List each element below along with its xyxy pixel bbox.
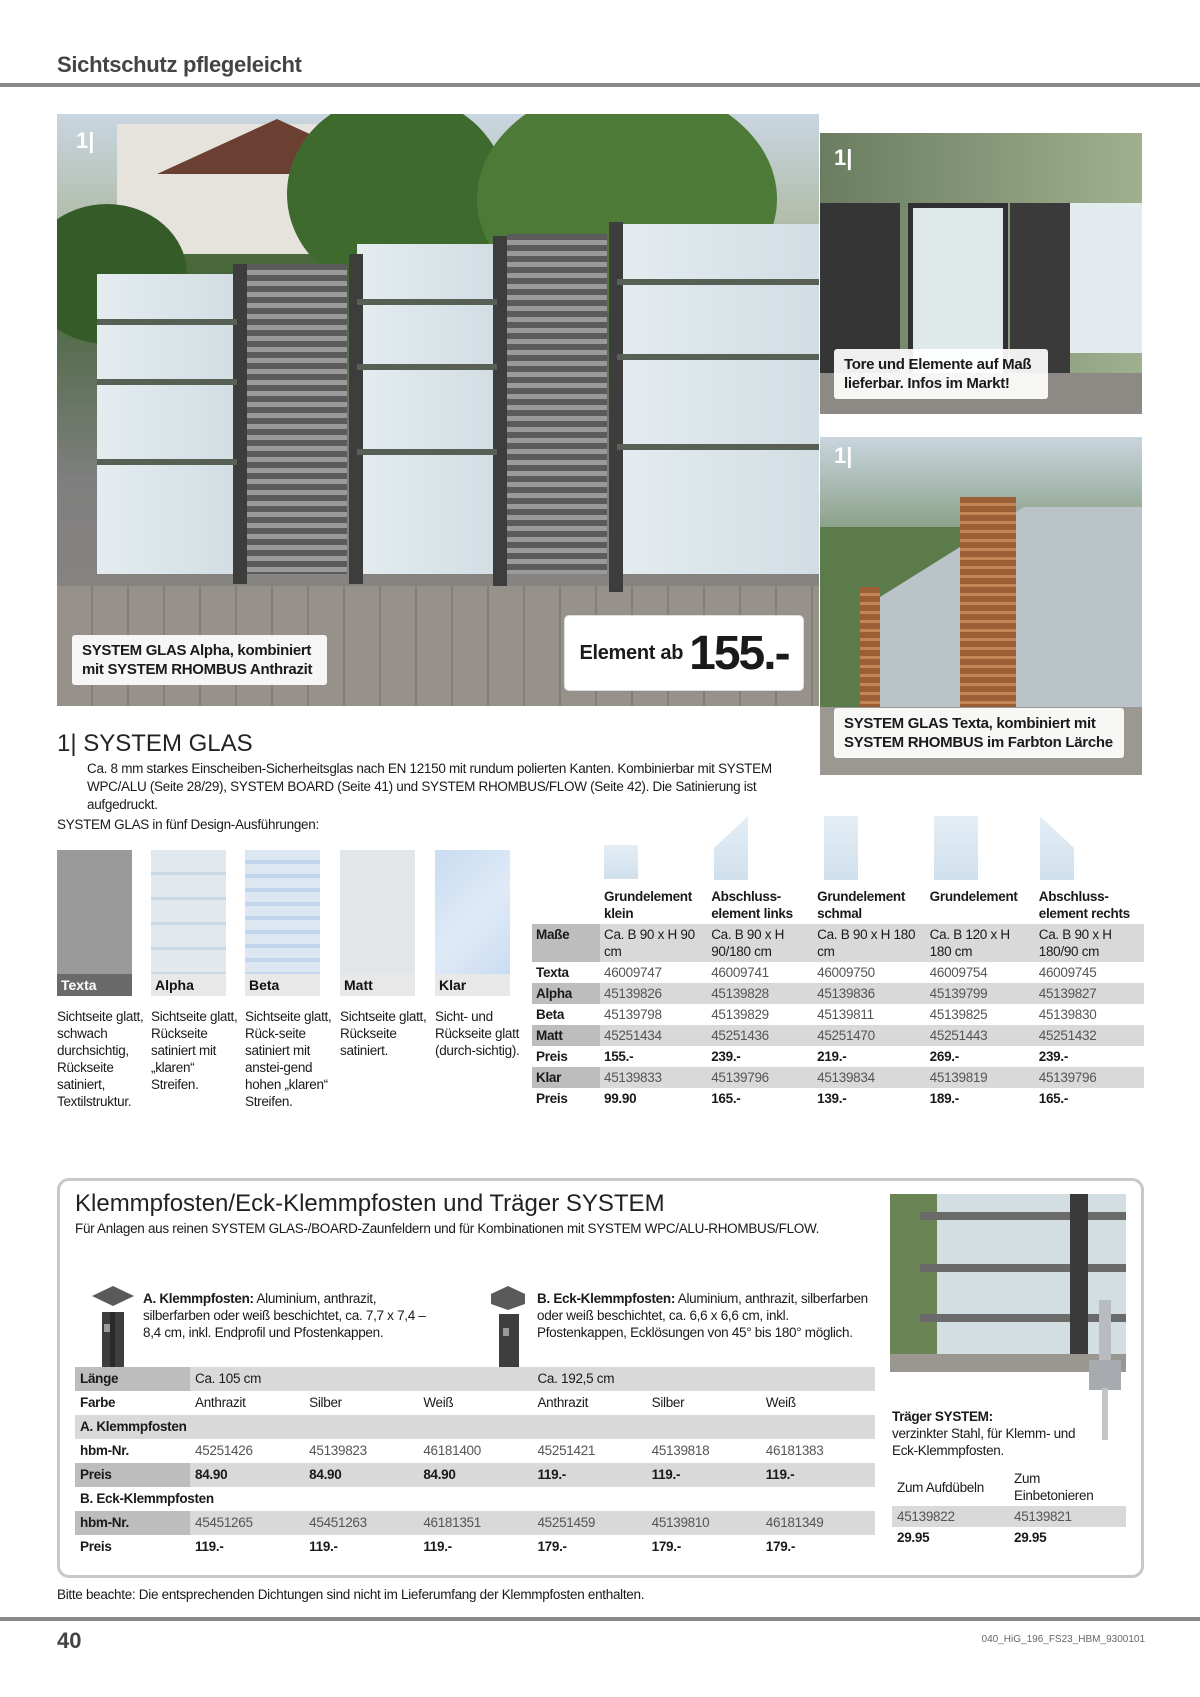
table-row	[532, 1088, 1144, 1109]
row-label: Preis	[532, 1088, 600, 1109]
klemm-a-label: A. Klemmpfosten:	[143, 1291, 254, 1306]
table-cell: 45139819	[926, 1067, 1035, 1088]
photo-number-badge: 1|	[834, 443, 853, 468]
document-code: 040_HiG_196_FS23_HBM_9300101	[981, 1634, 1145, 1645]
table-cell: 45139830	[1038, 1007, 1097, 1022]
table-row	[75, 1391, 875, 1415]
klemm-b-desc: Aluminium, anthrazit, silberfarben oder weiß beschichtet, ca. 6,6 x 6,6 cm, inkl. Pfostenkappen, Ecklösungen von 45° bis 180° möglich.	[537, 1291, 868, 1340]
table-cell: 45139796	[1035, 1067, 1144, 1088]
column-header: Zum Aufdübeln	[897, 1479, 984, 1495]
table-cell: 45251436	[707, 1025, 813, 1046]
table-cell: Ca. 105 cm	[190, 1367, 532, 1391]
klemm-subtitle: Für Anlagen aus reinen SYSTEM GLAS-/BOARD-Zaunfeldern und für Kombinationen mit SYSTEM WPC/ALU-RHOMBUS/FLOW.	[75, 1221, 820, 1236]
row-label: Länge	[75, 1367, 190, 1391]
table-cell: 45451265	[190, 1511, 304, 1535]
table-header-row	[892, 1468, 1126, 1506]
price-prefix: Element ab	[579, 641, 684, 664]
price-cell: 219.-	[813, 1046, 926, 1067]
table-row	[532, 1046, 1144, 1067]
table-cell: 45139822	[892, 1506, 1009, 1527]
price-cell: 165.-	[1035, 1088, 1144, 1109]
price-cell: 119.-	[195, 1539, 224, 1554]
table-cell: 45251470	[813, 1025, 926, 1046]
table-cell: 45139798	[604, 1007, 662, 1022]
traeger-price-table	[892, 1468, 1126, 1548]
table-cell: 45251426	[195, 1443, 253, 1458]
table-cell: Ca. B 90 x H 90/180 cm	[707, 924, 813, 962]
price-cell: 119.-	[309, 1539, 338, 1554]
table-cell: 45251432	[1035, 1025, 1144, 1046]
table-cell: 45139827	[1035, 983, 1144, 1004]
table-row	[532, 924, 1144, 962]
table-cell: 45139823	[309, 1443, 367, 1458]
swatch-label: Alpha	[151, 974, 226, 996]
klemmpfosten-icon	[90, 1284, 136, 1370]
photo-number-badge: 1|	[834, 145, 853, 170]
table-cell: 46009745	[1038, 965, 1097, 980]
column-header: Abschluss-element links	[707, 886, 813, 924]
price-cell: 179.-	[651, 1539, 681, 1554]
traeger-title: Träger SYSTEM:	[892, 1409, 993, 1424]
price-cell: 239.-	[707, 1046, 813, 1067]
page-number: 40	[57, 1628, 82, 1653]
element-klein-icon	[604, 845, 638, 879]
table-cell: 45139821	[1009, 1506, 1126, 1527]
table-cell: 46181383	[765, 1443, 824, 1458]
table-cell: 45139799	[926, 983, 1035, 1004]
table-cell: Weiß	[423, 1395, 454, 1410]
table-cell: 45251459	[532, 1511, 646, 1535]
swatch-klar	[435, 850, 510, 996]
table-cell: Ca. B 90 x H 90 cm	[600, 924, 707, 962]
price-cell: 179.-	[537, 1539, 567, 1554]
table-cell: 45251434	[600, 1025, 707, 1046]
table-cell: Weiß	[765, 1395, 796, 1410]
table-cell: 45139810	[647, 1511, 761, 1535]
price-cell: 29.95	[897, 1530, 930, 1545]
table-cell: Ca. B 120 x H 180 cm	[926, 924, 1035, 962]
page-section-title: Sichtschutz pflegeleicht	[57, 52, 302, 77]
table-row	[892, 1506, 1126, 1527]
texta-photo-caption: SYSTEM GLAS Texta, kombiniert mit SYSTEM RHOMBUS im Farbton Lärche	[834, 708, 1124, 758]
photo-number-badge: 1|	[76, 128, 95, 153]
gate-photo-caption: Tore und Elemente auf Maß lieferbar. Infos im Markt!	[834, 349, 1048, 399]
klemm-b-label: B. Eck-Klemmpfosten:	[537, 1291, 676, 1306]
table-cell: 45139829	[711, 1007, 769, 1022]
table-cell: 45139818	[651, 1443, 710, 1458]
price-box	[565, 616, 803, 690]
column-header: Zum Einbetonieren	[1014, 1471, 1094, 1503]
row-label: Matt	[532, 1025, 600, 1046]
swatch-texta	[57, 850, 132, 996]
table-row	[75, 1367, 875, 1391]
traeger-label	[892, 1408, 1082, 1459]
row-label: hbm-Nr.	[75, 1511, 190, 1535]
price-cell: 119.-	[647, 1463, 761, 1487]
table-cell: 45139811	[817, 1007, 874, 1022]
swatch-description: Sichtseite glatt, Rückseite satiniert.	[340, 1009, 427, 1058]
swatch-description: Sichtseite glatt, Rück-seite satiniert mit anstei-gend hohen „klaren“ Streifen.	[245, 1009, 332, 1109]
table-row	[532, 962, 1144, 983]
table-cell: 46181351	[418, 1511, 532, 1535]
price-value: 155.-	[689, 626, 789, 680]
swatch-beta	[245, 850, 320, 996]
table-cell: 46009754	[929, 965, 988, 980]
price-cell: 189.-	[926, 1088, 1035, 1109]
price-cell: 84.90	[304, 1463, 418, 1487]
price-cell: 179.-	[765, 1539, 796, 1554]
row-label: Preis	[532, 1046, 600, 1067]
footer-rule	[0, 1617, 1200, 1621]
row-label: Maße	[532, 924, 600, 962]
table-row	[532, 983, 1144, 1004]
row-label: Beta	[536, 1007, 565, 1022]
table-cell: 46009750	[817, 965, 875, 980]
price-cell: 84.90	[418, 1463, 532, 1487]
row-label: Farbe	[80, 1395, 116, 1410]
designs-intro: SYSTEM GLAS in fünf Design-Ausführungen:	[57, 817, 319, 832]
row-label: hbm-Nr.	[80, 1443, 129, 1458]
table-row	[892, 1527, 1126, 1548]
section-row	[75, 1415, 875, 1439]
table-row	[532, 1025, 1144, 1046]
row-label: Preis	[80, 1539, 112, 1554]
table-header-row	[532, 886, 1144, 924]
klemm-a-text	[143, 1290, 443, 1341]
footnote: Bitte beachte: Die entsprechenden Dichtungen sind nicht im Lieferumfang der Klemmpfosten enthalten.	[57, 1587, 645, 1602]
product-title: 1| SYSTEM GLAS	[57, 730, 253, 757]
table-cell: 45451263	[304, 1511, 418, 1535]
table-cell: Ca. B 90 x H 180 cm	[813, 924, 926, 962]
glass-price-table	[532, 886, 1144, 1109]
price-cell: 119.-	[532, 1463, 646, 1487]
swatch-label: Klar	[435, 974, 510, 996]
table-cell: 45139796	[707, 1067, 813, 1088]
row-label: Alpha	[532, 983, 600, 1004]
table-cell: Silber	[651, 1395, 685, 1410]
header-rule	[0, 83, 1200, 87]
price-cell: 155.-	[600, 1046, 707, 1067]
element-schmal-icon	[824, 816, 858, 880]
table-cell: Ca. 192,5 cm	[532, 1367, 875, 1391]
klemm-a-desc: Aluminium, anthrazit, silberfarben oder weiß beschichtet, ca. 7,7 x 7,4 – 8,4 cm, inkl. Endprofil und Pfostenkappen.	[143, 1291, 426, 1340]
table-row	[75, 1511, 875, 1535]
price-cell: 29.95	[1014, 1530, 1047, 1545]
table-cell: Ca. B 90 x H 180/90 cm	[1035, 924, 1144, 962]
table-cell: Anthrazit	[537, 1395, 589, 1410]
table-cell: 46181400	[423, 1443, 481, 1458]
element-links-icon	[714, 816, 748, 880]
swatch-description: Sicht- und Rückseite glatt (durch-sichtig).	[435, 1009, 520, 1058]
swatch-description: Sichtseite glatt, schwach durchsichtig, Rückseite satiniert, Textilstruktur.	[57, 1009, 144, 1109]
table-cell: 45139828	[707, 983, 813, 1004]
klemm-price-table	[75, 1367, 875, 1559]
element-grund-icon	[934, 816, 978, 880]
price-cell: 84.90	[190, 1463, 304, 1487]
swatch-alpha	[151, 850, 226, 996]
table-cell: 45139825	[929, 1007, 988, 1022]
price-cell: 139.-	[813, 1088, 926, 1109]
eck-klemmpfosten-icon	[485, 1284, 531, 1370]
swatch-label: Texta	[57, 974, 132, 996]
section-row	[75, 1487, 875, 1511]
price-cell: 119.-	[423, 1539, 452, 1554]
column-header: Abschluss-element rechts	[1035, 886, 1144, 924]
column-header: Grundelement schmal	[813, 886, 926, 924]
product-description: Ca. 8 mm starkes Einscheiben-Sicherheitsglas nach EN 12150 mit rundum polierten Kanten. Kombinierbar mit SYSTEM WPC/ALU (Seite 28/29), SYSTEM BOARD (Seite 41) und SYSTEM RHOMBUS/FLOW (Seite 42). Die Satinierung ist aufgedruckt.	[87, 761, 772, 812]
row-label: Preis	[75, 1463, 190, 1487]
element-rechts-icon	[1040, 816, 1074, 880]
main-photo-caption: SYSTEM GLAS Alpha, kombiniert mit SYSTEM RHOMBUS Anthrazit	[72, 635, 327, 685]
table-cell: 45139834	[813, 1067, 926, 1088]
price-cell: 99.90	[600, 1088, 707, 1109]
swatch-description: Sichtseite glatt, Rückseite satiniert mit „klaren“ Streifen.	[151, 1009, 238, 1092]
table-cell: Silber	[309, 1395, 342, 1410]
table-cell: 45251421	[537, 1443, 596, 1458]
klemm-b-text	[537, 1290, 877, 1341]
price-cell: 239.-	[1035, 1046, 1144, 1067]
table-cell: 46009741	[711, 965, 769, 980]
swatch-matt	[340, 850, 415, 996]
table-row	[532, 1004, 1144, 1025]
table-cell: 45251443	[926, 1025, 1035, 1046]
row-label: Klar	[532, 1067, 600, 1088]
price-cell: 165.-	[707, 1088, 813, 1109]
row-label: Texta	[536, 965, 569, 980]
column-header: Grundelement klein	[600, 886, 707, 924]
price-cell: 119.-	[761, 1463, 875, 1487]
swatch-label: Matt	[340, 974, 415, 996]
klemm-title: Klemmpfosten/Eck-Klemmpfosten und Träger SYSTEM	[75, 1190, 665, 1217]
table-row	[75, 1463, 875, 1487]
table-row	[75, 1439, 875, 1463]
table-cell: Anthrazit	[195, 1395, 246, 1410]
table-cell: 45139833	[600, 1067, 707, 1088]
section-label: B. Eck-Klemmpfosten	[80, 1491, 214, 1506]
table-row	[75, 1535, 875, 1559]
table-row	[532, 1067, 1144, 1088]
table-cell: 45139836	[813, 983, 926, 1004]
price-cell: 269.-	[926, 1046, 1035, 1067]
traeger-steel-icon	[1075, 1300, 1135, 1440]
column-header: Grundelement	[926, 886, 1035, 924]
swatch-label: Beta	[245, 974, 320, 996]
section-label: A. Klemmpfosten	[75, 1415, 875, 1439]
table-cell: 46181349	[761, 1511, 875, 1535]
table-cell: 46009747	[604, 965, 662, 980]
traeger-desc: verzinkter Stahl, für Klemm- und Eck-Klemmpfosten.	[892, 1426, 1076, 1458]
table-cell: 45139826	[600, 983, 707, 1004]
